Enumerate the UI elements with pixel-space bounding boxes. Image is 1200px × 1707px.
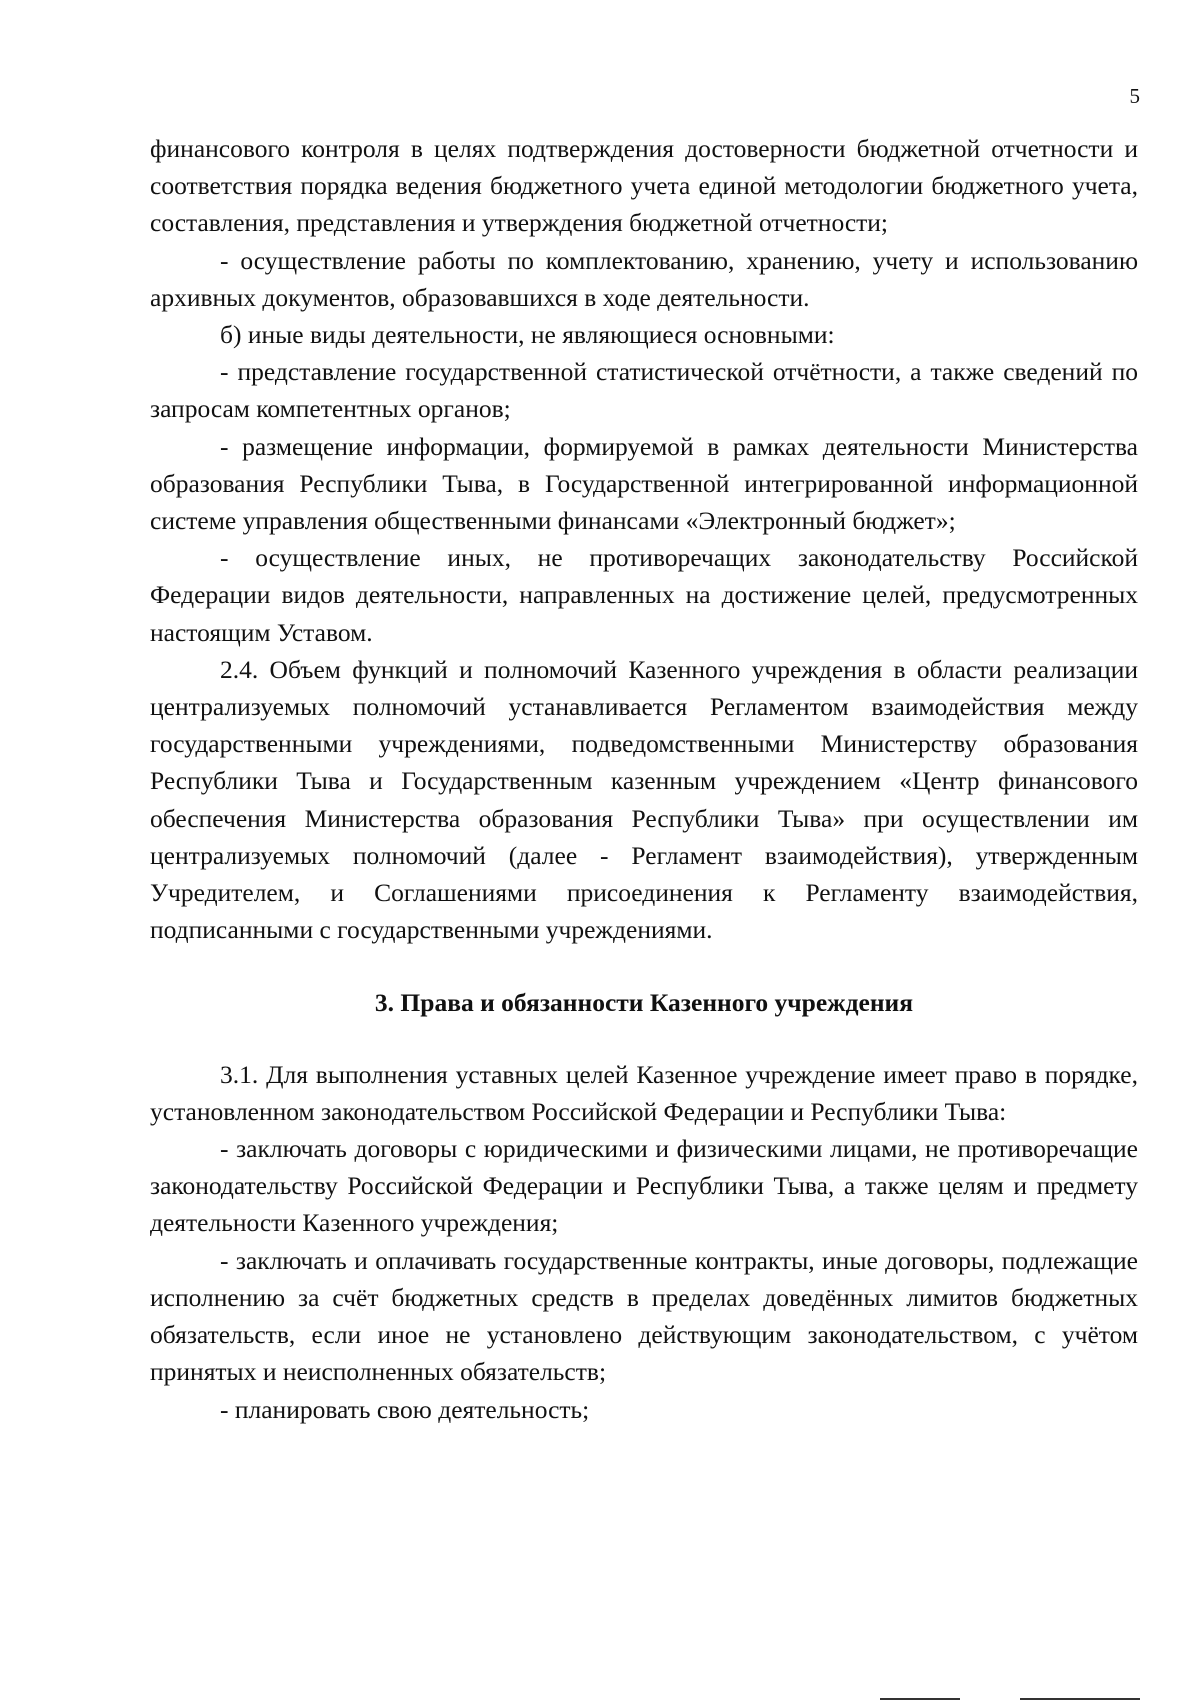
paragraph-information-placement: - размещение информации, формируемой в рамках деятельности Министерства образования Республики Тыва, в Государственной интегрированной информационной системе управления общественными финансами «Электронный бюджет»;	[150, 431, 1138, 536]
paragraph-planning: - планировать свою деятельность;	[220, 1394, 590, 1424]
paragraph-state-contracts: - заключать и оплачивать государственные контракты, иные договоры, подлежащие исполнению за счёт бюджетных средств в пределах доведённых лимитов бюджетных обязательств, если иное не установлено действующим законодательством, с учётом принятых и неисполненных обязательств;	[150, 1245, 1138, 1387]
paragraph-3-1: 3.1. Для выполнения уставных целей Казенное учреждение имеет право в порядке, установленном законодательством Российской Федерации и Республики Тыва:	[150, 1059, 1138, 1126]
scan-artifact-line	[880, 1698, 960, 1700]
paragraph-contracts: - заключать договоры с юридическими и физическими лицами, не противоречащие законодательству Российской Федерации и Республики Тыва, а также целям и предмету деятельности Казенного учреждения;	[150, 1134, 1138, 1238]
paragraph-continuation: финансового контроля в целях подтверждения достоверности бюджетной отчетности и соответствия порядка ведения бюджетного учета единой методологии бюджетного учета, составления, представления и утверждения бюджетной отчетности;	[150, 134, 1138, 238]
paragraph-other-lawful-activities: - осуществление иных, не противоречащих законодательству Российской Федерации видов деятельности, направленных на достижение целей, предусмотренных настоящим Уставом.	[150, 543, 1138, 647]
paragraph-other-activities: б) иные виды деятельности, не являющиеся основными:	[220, 320, 835, 350]
document-body	[150, 130, 1138, 1428]
section-title: 3. Права и обязанности Казенного учреждения	[374, 988, 914, 1018]
paragraph-2-4: 2.4. Объем функций и полномочий Казенного учреждения в области реализации централизуемых полномочий устанавливается Регламентом взаимодействия между государственными учреждениями, подведомственными Министерству образования Республики Тыва и Государственным казенным учреждением «Центр финансового обеспечения Министерства образования Республики Тыва» при осуществлении им централизуемых полномочий (далее - Регламент взаимодействия), утвержденным Учредителем, и Соглашениями присоединения к Регламенту взаимодействия, подписанными с государственными учреждениями.	[150, 654, 1138, 945]
scan-artifact-line	[1020, 1698, 1140, 1700]
paragraph-archive-work: - осуществление работы по комплектованию, хранению, учету и использованию архивных документов, образовавшихся в ходе деятельности.	[150, 245, 1138, 312]
paragraph-statistics: - представление государственной статистической отчётности, а также сведений по запросам компетентных органов;	[150, 357, 1138, 424]
page-number: 5	[1129, 84, 1140, 108]
